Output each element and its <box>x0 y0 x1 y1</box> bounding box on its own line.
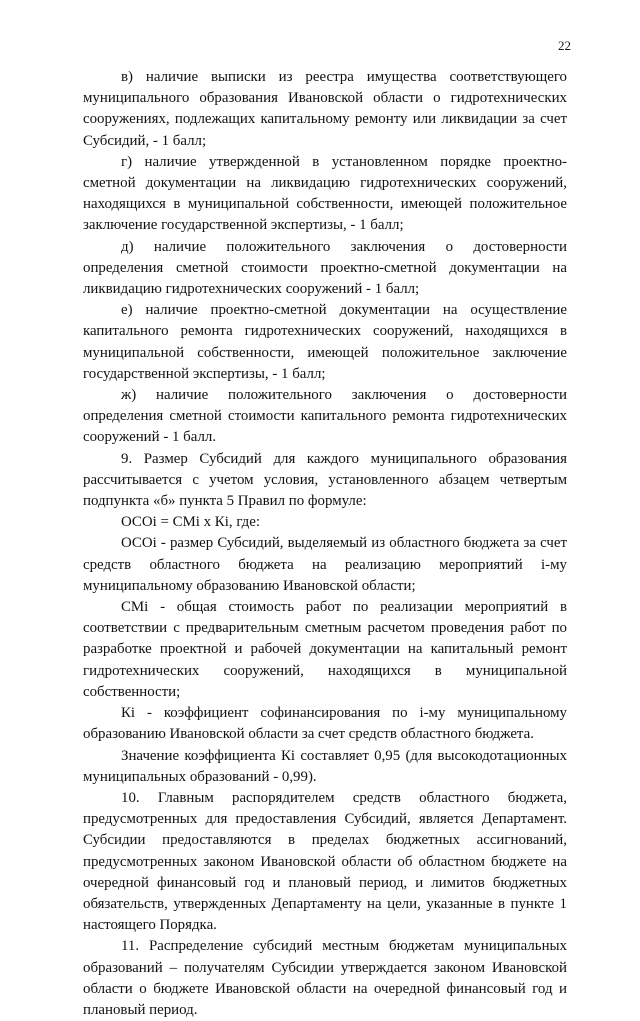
definition-oso: ОСОi - размер Субсидий, выделяемый из областного бюджета за счет средств областного бюджета на реализацию мероприятий i-му муниципальному образованию Ивановской области; <box>83 535 567 594</box>
paragraph-criterion-e: е) наличие проектно-сметной документации на осуществление капитального ремонта гидротехнических сооружений, находящихся в муниципальной собственности, имеющей положительное заключение государственной экспертизы, - 1 балл; <box>83 302 567 382</box>
document-body <box>83 67 567 1021</box>
coefficient-value: Значение коэффициента Кi составляет 0,95 (для высокодотационных муниципальных образований - 0,99). <box>83 747 567 785</box>
paragraph-criterion-g: г) наличие утвержденной в установленном порядке проектно-сметной документации на ликвидацию гидротехнических сооружений, находящихся в муниципальной собственности, имеющей положительное заключение государственной экспертизы, - 1 балл; <box>83 153 567 234</box>
paragraph-section-9: 9. Размер Субсидий для каждого муниципального образования рассчитывается с учетом условия, установленного абзацем четвертым подпункта «б» пункта 5 Правил по формуле: <box>83 450 567 510</box>
page-number: 22 <box>558 38 571 53</box>
formula-line: ОСОi = СМi х Кi, где: <box>121 514 261 531</box>
paragraph-criterion-v: в) наличие выписки из реестра имущества соответствующего муниципального образования Ивановской области о гидротехнических сооружениях, подлежащих капитальному ремонту или ликвидации за счет Субсидий, - 1 балл; <box>83 69 567 149</box>
paragraph-section-11: 11. Распределение субсидий местным бюджетам муниципальных образований – получателям Субсидии утверждается законом Ивановской области о бюджете Ивановской области на очередной финансовый год и плановый период. <box>83 938 567 1018</box>
paragraph-criterion-d: д) наличие положительного заключения о достоверности определения сметной стоимости проектно-сметной документации на ликвидацию гидротехнических сооружений - 1 балл; <box>83 238 567 298</box>
definition-k: Кi - коэффициент софинансирования по i-му муниципальному образованию Ивановской области за счет средств областного бюджета. <box>83 705 567 743</box>
definition-cm: СМi - общая стоимость работ по реализации мероприятий в соответствии с предварительным сметным расчетом проведения работ по разработке проектной и рабочей документации на капитальный ремонт гидротехнических сооружений, находящихся в муниципальной собственности; <box>83 599 567 700</box>
paragraph-criterion-zh: ж) наличие положительного заключения о достоверности определения сметной стоимости капитального ремонта гидротехнических сооружений - 1 балл. <box>83 387 567 446</box>
paragraph-section-10: 10. Главным распорядителем средств областного бюджета, предусмотренных для предоставления Субсидий, является Департамент. Субсидии предоставляются в пределах бюджетных ассигнований, предусмотренных законом Ивановской области об областном бюджете на очередной финансовый год и плановый период, и лимитов бюджетных обязательств, утвержденных Департаменту на цели, указанные в пункте 1 настоящего Порядка. <box>83 789 567 934</box>
